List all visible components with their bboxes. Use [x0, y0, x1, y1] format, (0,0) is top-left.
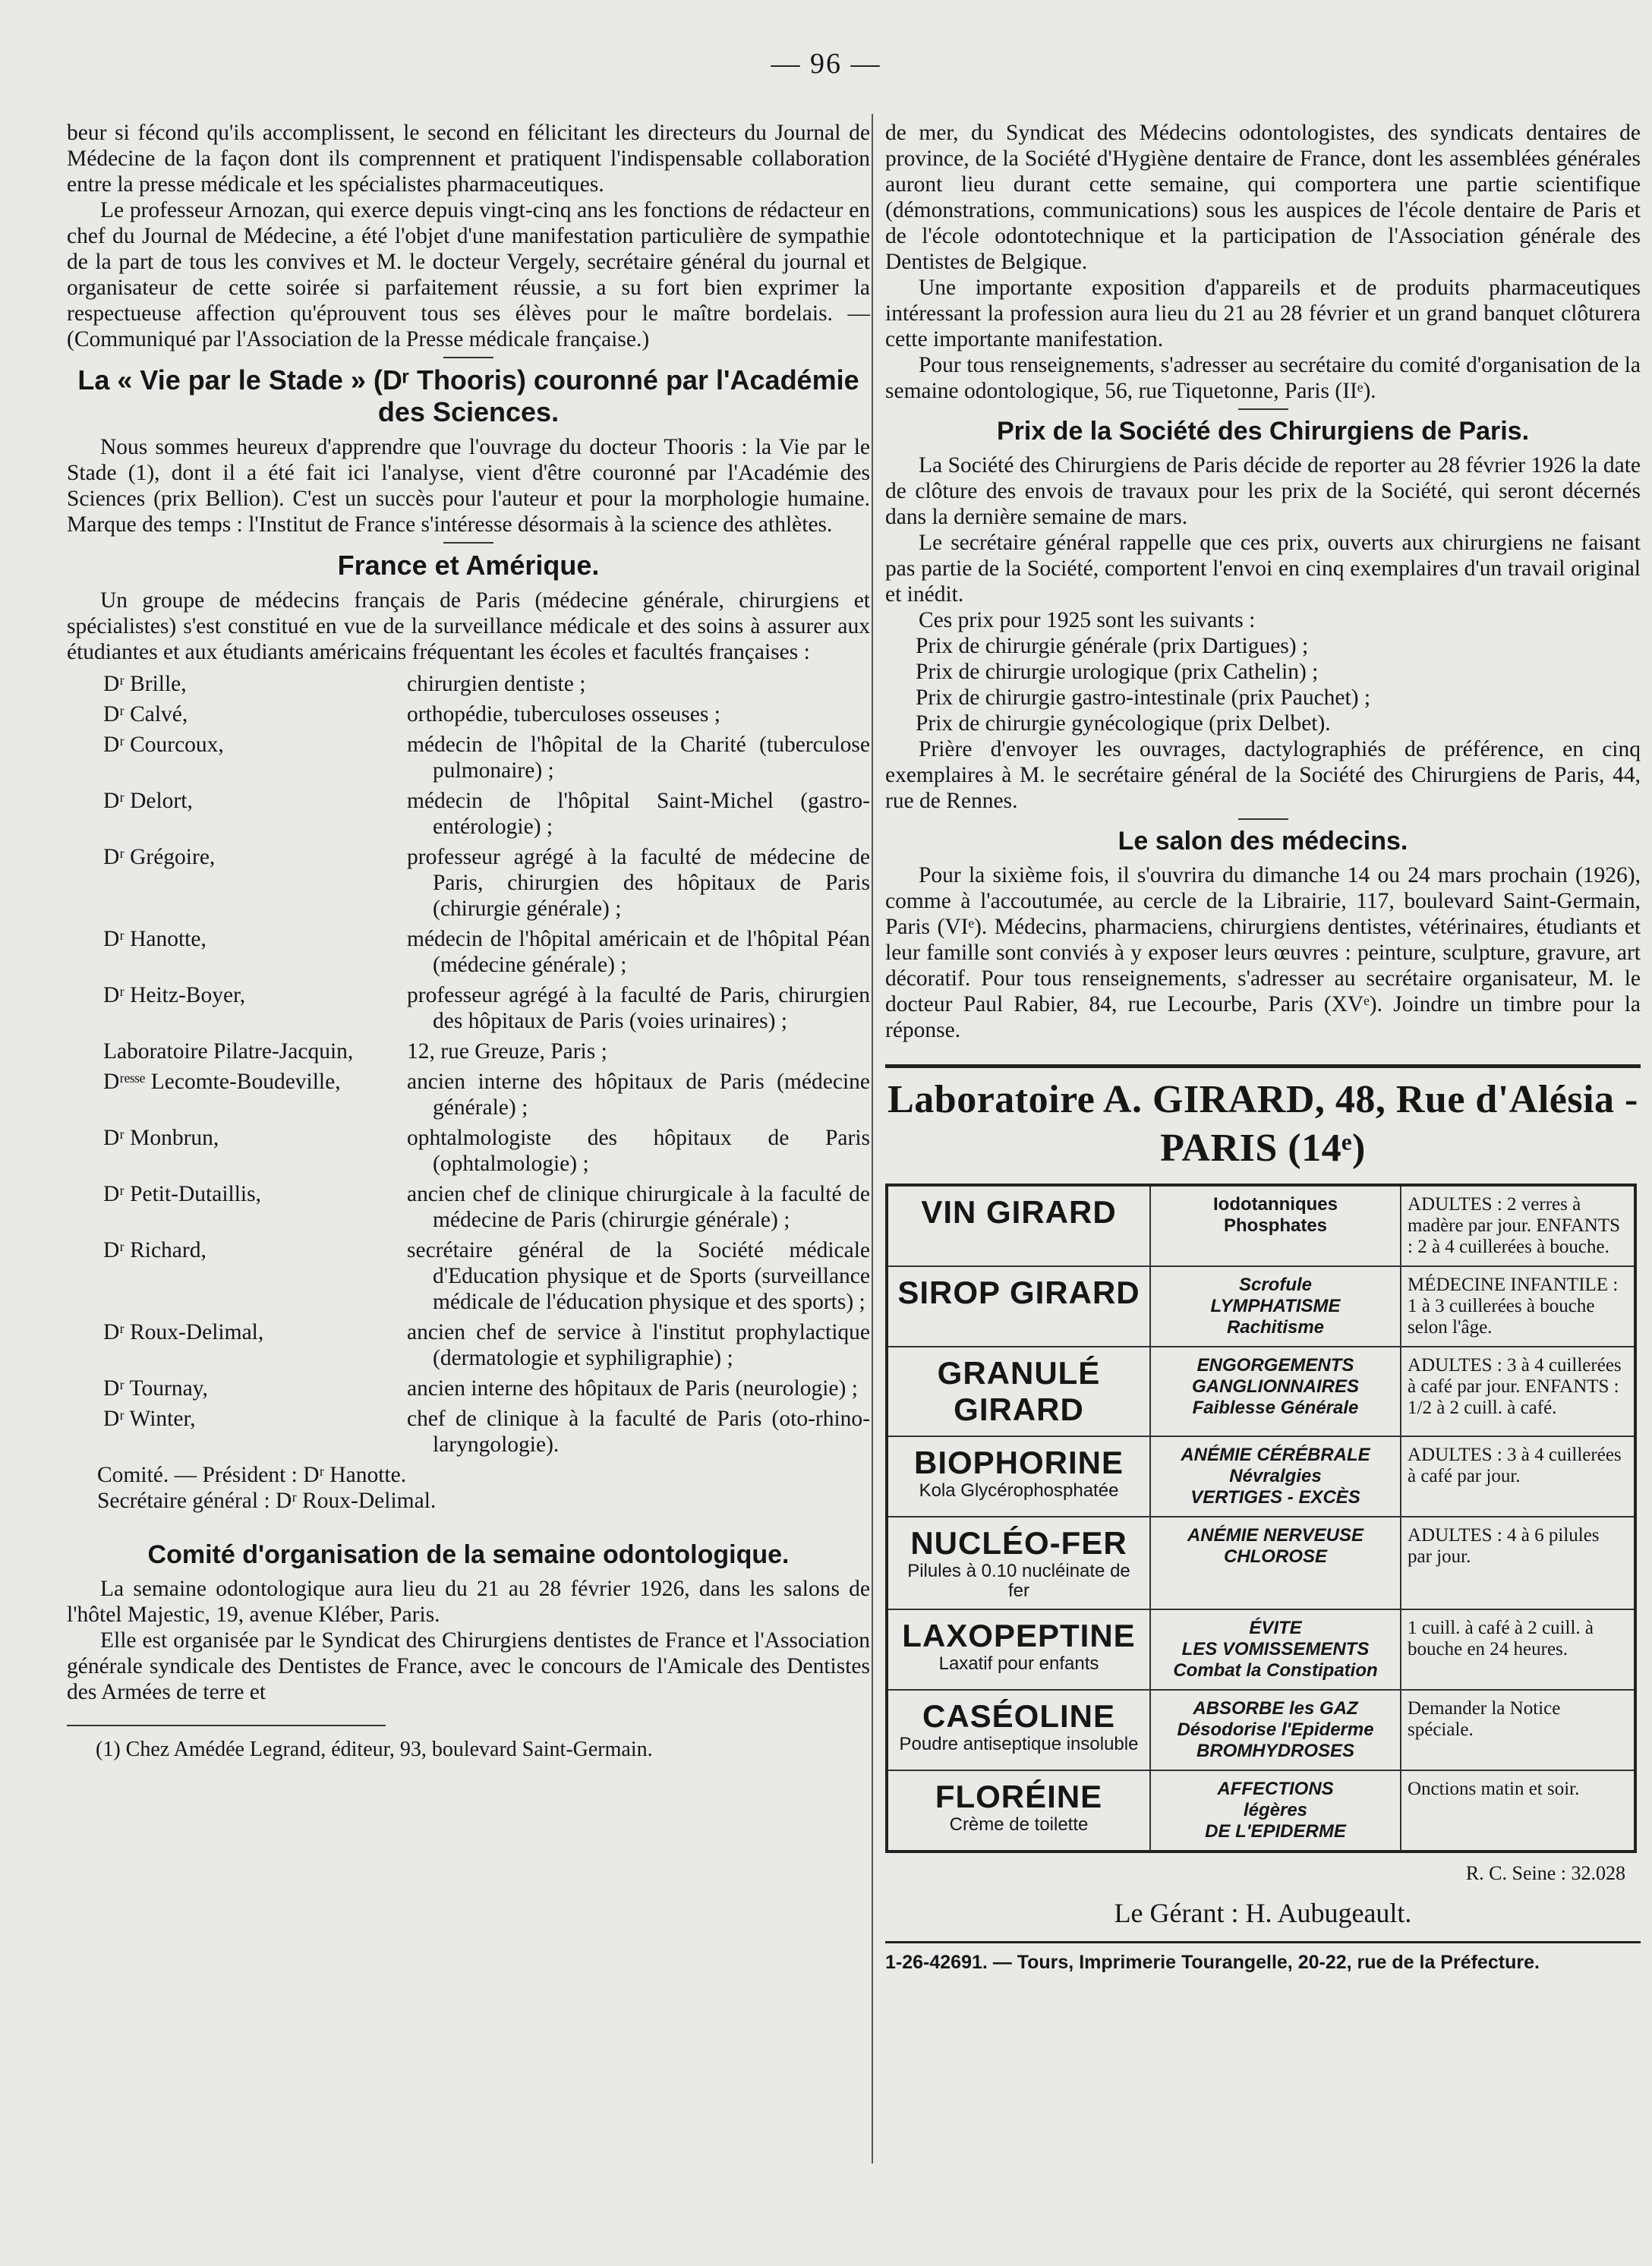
product-name: SIROP GIRARD	[897, 1275, 1140, 1310]
roster-role: ancien chef de clinique chirurgicale à la faculté de médecine de Paris (chirurgie générale) ;	[407, 1182, 870, 1232]
roster-role: ancien interne des hôpitaux de Paris (médecine générale) ;	[407, 1070, 870, 1120]
ad-indication-cell	[1151, 1347, 1401, 1437]
product-name: VIN GIRARD	[921, 1194, 1117, 1230]
heading-salon-medecins: Le salon des médecins.	[1118, 827, 1408, 856]
registre-commerce: R. C. Seine : 32.028	[1465, 1862, 1625, 1884]
product-subtitle: Poudre antiseptique insoluble	[899, 1734, 1139, 1754]
roster-role: médecin de l'hôpital américain et de l'hôpital Péan (médecine générale) ;	[407, 927, 870, 977]
ad-product-cell	[888, 1437, 1151, 1517]
right-column	[885, 120, 1641, 1975]
ad-indication-cell	[1151, 1437, 1401, 1517]
roster-row	[73, 1319, 870, 1371]
indication: ENGORGEMENTS	[1196, 1355, 1354, 1376]
product-subtitle: Kola Glycérophosphatée	[919, 1480, 1119, 1501]
indication: Névralgies	[1229, 1466, 1322, 1486]
separator	[1238, 818, 1288, 820]
roster-row	[73, 1125, 870, 1177]
indication: DE L'EPIDERME	[1205, 1821, 1346, 1842]
ad-product-cell	[888, 1347, 1151, 1437]
roster-name: Dʳ Heitz-Boyer,	[103, 983, 246, 1007]
ad-product-cell	[888, 1517, 1151, 1610]
prize-item: Prix de chirurgie gastro-intestinale (prix Pauchet) ;	[916, 685, 1371, 710]
ad-dosage-cell: ADULTES : 2 verres à madère par jour. ENFANTS : 2 à 4 cuillerées à bouche.	[1401, 1187, 1634, 1267]
roster-row	[73, 844, 870, 922]
indication: Désodorise l'Epiderme	[1177, 1719, 1374, 1740]
gerant-signature-line: Le Gérant : H. Aubugeault.	[1114, 1898, 1412, 1928]
roster-name: Dʳ Petit-Dutaillis,	[103, 1182, 261, 1206]
roster-role: chef de clinique à la faculté de Paris (oto-rhino-laryngologie).	[407, 1407, 870, 1457]
ad-dosage-cell: ADULTES : 3 à 4 cuillerées à café par jour. ENFANTS : 1/2 à 2 cuill. à café.	[1401, 1347, 1634, 1437]
prize-item: Prix de chirurgie urologique (prix Cathelin) ;	[916, 660, 1319, 684]
roster-row	[73, 1181, 870, 1233]
indication: BROMHYDROSES	[1196, 1741, 1355, 1761]
roster-row	[73, 1069, 870, 1120]
roster-name: Laboratoire Pilatre-Jacquin,	[103, 1039, 354, 1064]
indication: Iodotanniques	[1213, 1194, 1338, 1215]
indication: ANÉMIE NERVEUSE	[1187, 1525, 1364, 1546]
page-number: — 96 —	[771, 48, 881, 80]
printer-imprint: 1-26-42691. — Tours, Imprimerie Tourangelle, 20-22, rue de la Préfecture.	[885, 1941, 1641, 1975]
indication: Combat la Constipation	[1173, 1660, 1378, 1681]
committee-secretary: Secrétaire général : Dʳ Roux-Delimal.	[97, 1489, 437, 1513]
roster-role: secrétaire général de la Société médicale d'Education physique et de Sports (surveillance médicale de l'éducation physique et des sports) ;	[407, 1238, 870, 1314]
indication: LYMPHATISME	[1210, 1296, 1341, 1316]
ad-product-cell	[888, 1691, 1151, 1771]
roster-row	[73, 1376, 870, 1401]
product-subtitle: Crème de toilette	[949, 1814, 1089, 1835]
ad-dosage-cell: ADULTES : 3 à 4 cuillerées à café par jour.	[1401, 1437, 1634, 1517]
product-subtitle: Laxatif pour enfants	[938, 1653, 1099, 1674]
roster-row	[73, 1038, 870, 1064]
prize-item: Prix de chirurgie gynécologique (prix Delbet).	[916, 711, 1331, 736]
heading-vie-par-le-stade: La « Vie par le Stade » (Dʳ Thooris) couronné par l'Académie des Sciences.	[77, 364, 859, 427]
roster-row	[73, 926, 870, 978]
roster-name: Dʳ Brille,	[103, 672, 187, 696]
roster-role: orthopédie, tuberculoses osseuses ;	[407, 702, 720, 726]
indication: VERTIGES - EXCÈS	[1190, 1487, 1360, 1508]
roster-row	[73, 732, 870, 783]
roster-name: Dʳ Tournay,	[103, 1376, 208, 1401]
separator	[1238, 408, 1288, 410]
roster-name: Dʳ Roux-Delimal,	[103, 1320, 264, 1344]
separator	[443, 357, 493, 358]
separator	[443, 542, 493, 544]
prize-item: Prix de chirurgie générale (prix Dartigues) ;	[916, 634, 1309, 658]
roster-role: médecin de l'hôpital de la Charité (tuberculose pulmonaire) ;	[407, 733, 870, 783]
heading-france-amerique: France et Amérique.	[337, 550, 600, 581]
roster-role: professeur agrégé à la faculté de médecine de Paris, chirurgien des hôpitaux de Paris (chirurgie générale) ;	[407, 845, 870, 921]
paragraph: Le secrétaire général rappelle que ces prix, ouverts aux chirurgiens ne faisant pas partie de la Société, comportent l'envoi en cinq exemplaires d'un travail original et inédit.	[885, 531, 1641, 607]
committee-president: Comité. — Président : Dʳ Hanotte.	[97, 1463, 407, 1487]
indication: CHLOROSE	[1223, 1546, 1327, 1567]
roster-name: Dʳ Courcoux,	[103, 733, 224, 757]
paragraph: Pour la sixième fois, il s'ouvrira du dimanche 14 ou 24 mars prochain (1926), comme à l'accoutumée, au cercle de la Librairie, 117, boulevard Saint-Germain, Paris (VIᵉ). Médecins, pharmaciens, chirurgiens dentistes, vétérinaires, étudiants et leur famille sont conviés à y exposer leurs œuvres : peinture, sculpture, gravure, art décoratif. Pour tous renseignements, s'adresser au secrétaire organisateur, M. le docteur Paul Rabier, 84, rue Lecourbe, Paris (XVᵉ). Joindre un timbre pour la réponse.	[885, 863, 1641, 1042]
indication: GANGLIONNAIRES	[1191, 1376, 1359, 1397]
roster-role: chirurgien dentiste ;	[407, 672, 586, 696]
roster-row	[73, 1406, 870, 1458]
roster-row	[73, 701, 870, 727]
product-name: NUCLÉO-FER	[910, 1525, 1127, 1561]
ad-product-cell	[888, 1187, 1151, 1267]
product-name: CASÉOLINE	[922, 1698, 1116, 1734]
ad-indication-cell	[1151, 1267, 1401, 1347]
paragraph: La semaine odontologique aura lieu du 21 au 28 février 1926, dans les salons de l'hôtel Majestic, 19, avenue Kléber, Paris.	[67, 1577, 870, 1627]
roster-name: Dʳ Grégoire,	[103, 845, 216, 869]
ad-product-cell	[888, 1771, 1151, 1850]
roster-name: Dʳ Delort,	[103, 789, 193, 813]
paragraph: Elle est organisée par le Syndicat des Chirurgiens dentistes de France et l'Association générale syndicale des Dentistes de France, avec le concours de l'Amicale des Dentistes des Armées de terre et	[67, 1628, 870, 1704]
roster-role: ophtalmologiste des hôpitaux de Paris (ophtalmologie) ;	[407, 1126, 870, 1176]
ad-dosage-cell: Demander la Notice spéciale.	[1401, 1691, 1634, 1771]
paragraph: Prière d'envoyer les ouvrages, dactylographiés de préférence, en cinq exemplaires à M. le secrétaire général de la Société des Chirurgiens de Paris, 44, rue de Rennes.	[885, 737, 1641, 813]
advertisement-table	[885, 1183, 1637, 1853]
roster-name: Dʳᵉˢˢᵉ Lecomte-Boudeville,	[103, 1070, 341, 1094]
doctor-roster	[73, 671, 870, 1458]
roster-role: professeur agrégé à la faculté de Paris, chirurgien des hôpitaux de Paris (voies urinaires) ;	[407, 983, 870, 1033]
product-name: BIOPHORINE	[913, 1445, 1124, 1480]
roster-row	[73, 788, 870, 840]
heading-semaine-odontologique: Comité d'organisation de la semaine odontologique.	[147, 1540, 790, 1569]
roster-name: Dʳ Calvé,	[103, 702, 188, 726]
roster-role: 12, rue Greuze, Paris ;	[407, 1039, 607, 1064]
indication: légères	[1243, 1800, 1308, 1820]
paragraph: Un groupe de médecins français de Paris (médecine générale, chirurgiens et spécialistes) s'est constitué en vue de la surveillance médicale et des soins à assurer aux étudiantes et aux étudiants américains fréquentant les écoles et facultés françaises :	[67, 588, 870, 664]
paragraph: de mer, du Syndicat des Médecins odontologistes, des syndicats dentaires de province, de la Société d'Hygiène dentaire de France, dont les assemblées générales auront lieu durant cette semaine, qui comportera une partie scientifique (démonstrations, communications) sous les auspices de l'école dentaire de Paris et de l'école odontotechnique et la participation de l'Association générale des Dentistes de Belgique.	[885, 121, 1641, 274]
roster-name: Dʳ Hanotte,	[103, 927, 206, 951]
heading-prix-chirurgiens: Prix de la Société des Chirurgiens de Paris.	[996, 417, 1530, 446]
product-name: GRANULÉ GIRARD	[937, 1355, 1101, 1427]
indication: Phosphates	[1223, 1215, 1328, 1236]
paragraph: Ces prix pour 1925 sont les suivants :	[919, 608, 1256, 632]
roster-role: ancien chef de service à l'institut prophylactique (dermatologie et syphiligraphie) ;	[407, 1320, 870, 1370]
product-name: FLORÉINE	[935, 1779, 1103, 1814]
ad-indication-cell	[1151, 1187, 1401, 1267]
paragraph: La Société des Chirurgiens de Paris décide de reporter au 28 février 1926 la date de clôture des envois de travaux pour les prix de la Société, qui seront décernés dans la dernière semaine de mars.	[885, 453, 1641, 529]
roster-name: Dʳ Richard,	[103, 1238, 206, 1262]
indication: ABSORBE les GAZ	[1193, 1698, 1358, 1719]
indication: Faiblesse Générale	[1192, 1398, 1359, 1418]
indication: LES VOMISSEMENTS	[1181, 1639, 1370, 1659]
paragraph: Nous sommes heureux d'apprendre que l'ouvrage du docteur Thooris : la Vie par le Stade (1), dont il a été fait ici l'analyse, vient d'être couronné par l'Académie des Sciences (prix Bellion). C'est un succès pour l'auteur et pour la morphologie humaine. Marque des temps : l'Institut de France s'intéresse désormais à la science des athlètes.	[67, 435, 870, 537]
roster-role: médecin de l'hôpital Saint-Michel (gastro-entérologie) ;	[407, 789, 870, 839]
roster-row	[73, 671, 870, 697]
paragraph: beur si fécond qu'ils accomplissent, le second en félicitant les directeurs du Journal de Médecine de la façon dont ils comprennent et pratiquent l'indispensable collaboration entre la presse médicale et les spécialistes pharmaceutiques.	[67, 121, 870, 197]
product-name: LAXOPEPTINE	[902, 1618, 1136, 1653]
ad-indication-cell	[1151, 1517, 1401, 1610]
roster-row	[73, 1237, 870, 1315]
product-subtitle: Pilules à 0.10 nucléinate de fer	[907, 1561, 1130, 1601]
ad-dosage-cell: Onctions matin et soir.	[1408, 1779, 1580, 1799]
advertisement-header: Laboratoire A. GIRARD, 48, Rue d'Alésia - PARIS (14ᵉ)	[885, 1064, 1641, 1173]
ad-dosage-cell: ADULTES : 4 à 6 pilules par jour.	[1401, 1517, 1634, 1610]
roster-role: ancien interne des hôpitaux de Paris (neurologie) ;	[407, 1376, 858, 1401]
column-divider	[872, 114, 873, 2164]
footnote-rule	[67, 1725, 386, 1726]
ad-indication-cell	[1151, 1610, 1401, 1691]
paragraph: Une importante exposition d'appareils et de produits pharmaceutiques intéressant la profession aura lieu du 21 au 28 février et un grand banquet clôturera cette importante manifestation.	[885, 276, 1641, 351]
left-column	[67, 120, 870, 1763]
indication: Rachitisme	[1226, 1317, 1325, 1338]
ad-dosage-cell: 1 cuill. à café à 2 cuill. à bouche en 24 heures.	[1401, 1610, 1634, 1691]
ad-product-cell	[888, 1267, 1151, 1347]
footnote: (1) Chez Amédée Legrand, éditeur, 93, boulevard Saint-Germain.	[96, 1738, 653, 1761]
roster-name: Dʳ Monbrun,	[103, 1126, 219, 1150]
roster-row	[73, 982, 870, 1034]
indication: AFFECTIONS	[1217, 1779, 1334, 1799]
paragraph: Pour tous renseignements, s'adresser au secrétaire du comité d'organisation de la semaine odontologique, 56, rue Tiquetonne, Paris (IIᵉ).	[885, 353, 1641, 403]
roster-name: Dʳ Winter,	[103, 1407, 196, 1431]
indication: Scrofule	[1238, 1275, 1313, 1295]
ad-product-cell	[888, 1610, 1151, 1691]
ad-indication-cell	[1151, 1771, 1401, 1850]
ad-indication-cell	[1151, 1691, 1401, 1771]
ad-dosage-cell: MÉDECINE INFANTILE : 1 à 3 cuillerées à bouche selon l'âge.	[1401, 1267, 1634, 1347]
indication: ÉVITE	[1249, 1618, 1302, 1638]
paragraph: Le professeur Arnozan, qui exerce depuis vingt-cinq ans les fonctions de rédacteur en chef du Journal de Médecine, a été l'objet d'une manifestation particulière de sympathie de la part de tous les convives et M. le docteur Vergely, secrétaire général du journal et organisateur de cette soirée si parfaitement réussie, a su fort bien exprimer la respectueuse affection qu'éprouvent tous ses élèves pour le maître bordelais. — (Communiqué par l'Association de la Presse médicale française.)	[67, 198, 870, 351]
indication: ANÉMIE CÉRÉBRALE	[1181, 1445, 1370, 1465]
